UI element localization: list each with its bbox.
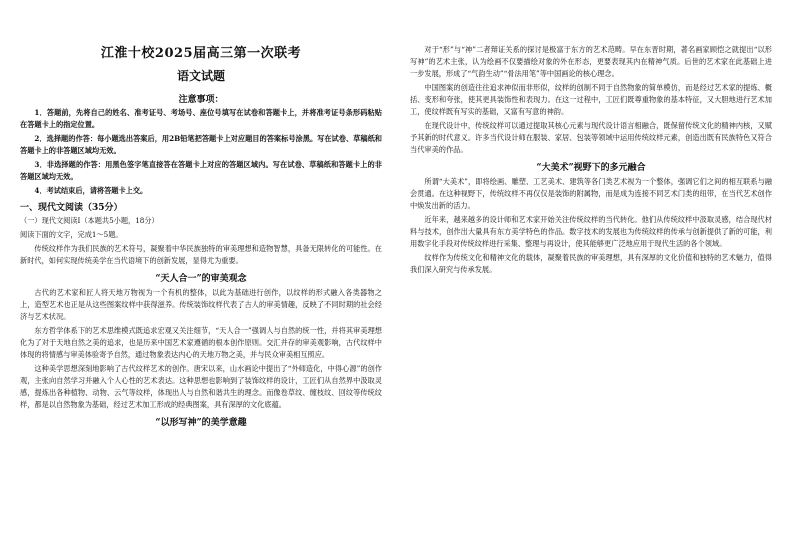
article-paragraph: 东方哲学体系下的艺术思维模式既追求宏观又关注细节，“天人合一”强调人与自然的统一性，并将其审美理想化为了对于天地自然之美的追求，也是历来中国艺术家遵循的根本创作原则。交汇并存的审美观影响，古代纹样中体现的将情感与审美体验寄予自然，通过物象表达内心的天地万物之美，并与民众审美相互照应。 [20,326,382,359]
notice-1: 1．答题前，先将自己的姓名、准考证号、考场号、座位号填写在试卷和答题卡上，并将准考证号条形码粘贴在答题卡上的指定位置。 [20,108,382,129]
article-heading-2: “以形写神”的美学意趣 [155,418,247,428]
left-column [20,42,382,431]
article-paragraph: 对于“形”与“神”二者辩证关系的探讨是极富于东方的艺术范畴。早在东晋时期，著名画家顾恺之就提出“以形写神”的艺术主张，认为绘画不仅要描绘对象的外在形态，更要表现其内在精神气质。后世的艺术家在此基础上进一步发展，形成了“气韵生动”“骨法用笔”等中国画论的核心理念。 [410,45,772,78]
article-paragraph: 近年来，越来越多的设计师和艺术家开始关注传统纹样的当代转化。他们从传统纹样中汲取灵感，结合现代材料与技术，创作出大量具有东方美学特色的作品。数字技术的发展也为传统纹样的传承与创新提供了新的可能，利用数字化手段对传统纹样进行采集、整理与再设计，使其能够更广泛地应用于现代生活的各个领域。 [410,215,772,248]
section-subheading: （一）现代文阅读Ⅰ（本题共5小题，18分） [20,216,159,225]
article-heading-3: “大美术”视野下的多元融合 [536,163,646,173]
reading-instruction: 阅读下面的文字，完成1～5题。 [20,230,123,239]
article-paragraph: 中国图案的创造往往追求神似而非形似，纹样的创制不同于自然物象的简单模仿，而是经过艺术家的提炼、概括、变形和夸张，使其更具装饰性和表现力。在这一过程中，工匠们既尊重物象的基本特征，又大胆地进行艺术加工，使纹样既有写实的基础，又富有写意的神韵。 [410,83,772,116]
section-heading: 一、现代文阅读（35分） [20,203,123,213]
article-heading-1: “天人合一”的审美观念 [155,274,247,284]
article-paragraph: 传统纹样作为我们民族的艺术符号，凝聚着中华民族独特的审美理想和造物智慧，具备无限转化的可能性。在新时代，如何实现传统美学在当代语境下的创新发展，显得尤为重要。 [20,244,382,265]
notice-3: 3．非选择题的作答：用黑色签字笔直接答在答题卡上对应的答题区域内。写在试卷、草稿纸和答题卡上的非答题区域均无效。 [20,160,382,181]
right-column [410,44,772,278]
notice-heading: 注意事项： [178,95,224,105]
article-paragraph: 古代的艺术家和匠人将天地万物视为一个有机的整体，以此为基础进行创作，以纹样的形式融入各类器物之上，造型艺术也正是从这些图案纹样中获得滋养。传统装饰纹样代表了古人的审美情趣，反映了不同时期的社会经济与艺术状况。 [20,288,382,321]
notice-4: 4．考试结束后，请将答题卡上交。 [34,186,148,195]
article-paragraph: 纹样作为传统文化和精神文化的载体，凝聚着民族的审美理想，具有深厚的文化价值和独特的艺术魅力，值得我们深入研究与传承发展。 [410,253,772,274]
article-paragraph: 这种美学思想深刻地影响了古代纹样艺术的创作。唐宋以来，山水画论中提出了“外师造化，中得心源”的创作观，主张向自然学习并融入个人心性的艺术表达。这种思想也影响到了装饰纹样的设计，工匠们从自然界中汲取灵感，提炼出各种植物、动物、云气等纹样，体现出人与自然和谐共生的理念。而像卷草纹、缠枝纹、回纹等传统纹样，都是以自然物象为基础，经过艺术加工形成的经典图案，具有深厚的文化底蕴。 [20,364,382,409]
exam-title: 江淮十校2025届高三第一次联考 [100,46,302,61]
article-paragraph: 在现代设计中，传统纹样可以通过提取其核心元素与现代设计语言相融合，既保留传统文化的精神内核，又赋予其新的时代意义。许多当代设计师在服装、家居、包装等领域中运用传统纹样元素，创造出既有民族特色又符合当代审美的作品。 [410,121,772,154]
notice-2: 2．选择题的作答：每小题选出答案后，用2B铅笔把答题卡上对应题目的答案标号涂黑。写在试卷、草稿纸和答题卡上的非答题区域均无效。 [20,134,382,155]
exam-subject: 语文试题 [176,69,225,83]
article-paragraph: 所谓“大美术”，即将绘画、雕塑、工艺美术、建筑等各门类艺术视为一个整体，强调它们之间的相互联系与融会贯通。在这种视野下，传统纹样不再仅仅是装饰的附属物，而是成为连接不同艺术门类的纽带，在当代艺术创作中焕发出新的活力。 [410,177,772,210]
